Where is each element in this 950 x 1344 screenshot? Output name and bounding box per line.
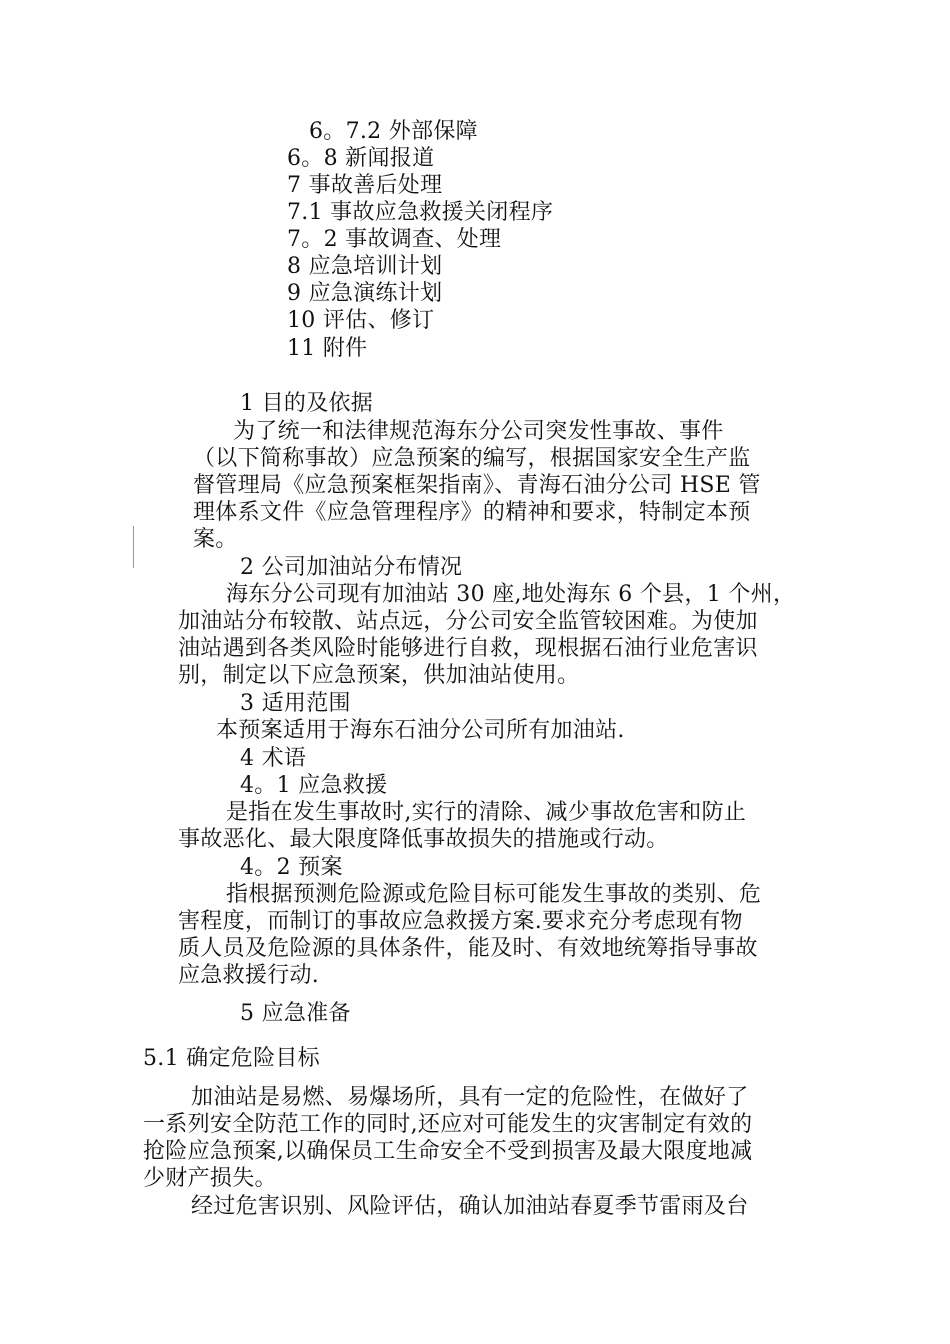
paragraph-line: 油站遇到各类风险时能够进行自救，现根据石油行业危害识 (178, 636, 758, 661)
toc-item: 11 附件 (287, 336, 368, 361)
toc-item: 7。2 事故调查、处理 (287, 227, 502, 252)
paragraph-line: 案。 (193, 527, 238, 552)
paragraph-line: 是指在发生事故时,实行的清除、减少事故危害和防止 (226, 800, 747, 825)
toc-item: 9 应急演练计划 (287, 281, 443, 306)
subsection-heading: 4。1 应急救援 (240, 773, 388, 798)
paragraph-line: 为了统一和法律规范海东分公司突发性事故、事件 (233, 419, 724, 444)
paragraph-line: （以下简称事故）应急预案的编写，根据国家安全生产监 (193, 446, 751, 471)
toc-item: 8 应急培训计划 (287, 254, 443, 279)
toc-item: 10 评估、修订 (287, 308, 435, 333)
paragraph-line: 一系列安全防范工作的同时,还应对可能发生的灾害制定有效的 (143, 1112, 753, 1137)
paragraph-line: 海东分公司现有加油站 30 座,地处海东 6 个县，1 个州， (226, 582, 796, 607)
toc-item: 6。7.2 外部保障 (309, 119, 478, 144)
section-heading: 2 公司加油站分布情况 (240, 555, 463, 580)
paragraph-line: 少财产损失。 (143, 1166, 277, 1191)
toc-item: 7.1 事故应急救援关闭程序 (287, 200, 554, 225)
section-heading: 5 应急准备 (240, 1001, 351, 1026)
paragraph-line: 指根据预测危险源或危险目标可能发生事故的类别、危 (226, 882, 762, 907)
paragraph-line: 加油站是易燃、易爆场所，具有一定的危险性，在做好了 (191, 1085, 749, 1110)
paragraph-line: 本预案适用于海东石油分公司所有加油站. (216, 718, 625, 743)
paragraph-line: 经过危害识别、风险评估，确认加油站春夏季节雷雨及台 (191, 1194, 749, 1219)
paragraph-line: 督管理局《应急预案框架指南》、青海石油分公司 HSE 管 (193, 473, 761, 498)
section-heading: 1 目的及依据 (240, 391, 374, 416)
section-heading: 3 适用范围 (240, 691, 351, 716)
paragraph-line: 加油站分布较散、站点远，分公司安全监管较困难。为使加 (178, 609, 758, 634)
subsection-heading: 4。2 预案 (240, 855, 343, 880)
paragraph-line: 事故恶化、最大限度降低事故损失的措施或行动。 (178, 827, 669, 852)
toc-item: 7 事故善后处理 (287, 173, 443, 198)
section-heading: 4 术语 (240, 746, 307, 771)
paragraph-line: 理体系文件《应急管理程序》的精神和要求，特制定本预 (193, 500, 751, 525)
paragraph-line: 别，制定以下应急预案，供加油站使用。 (178, 663, 580, 688)
paragraph-line: 害程度，而制订的事故应急救援方案.要求充分考虑现有物 (178, 909, 743, 934)
paragraph-line: 抢险应急预案,以确保员工生命安全不受到损害及最大限度地减 (143, 1139, 753, 1164)
toc-item: 6。8 新闻报道 (287, 146, 435, 171)
subsection-heading: 5.1 确定危险目标 (143, 1046, 320, 1071)
paragraph-line: 应急救援行动. (178, 963, 320, 988)
paragraph-line: 质人员及危险源的具体条件，能及时、有效地统筹指导事故 (178, 936, 758, 961)
margin-line (133, 526, 134, 568)
